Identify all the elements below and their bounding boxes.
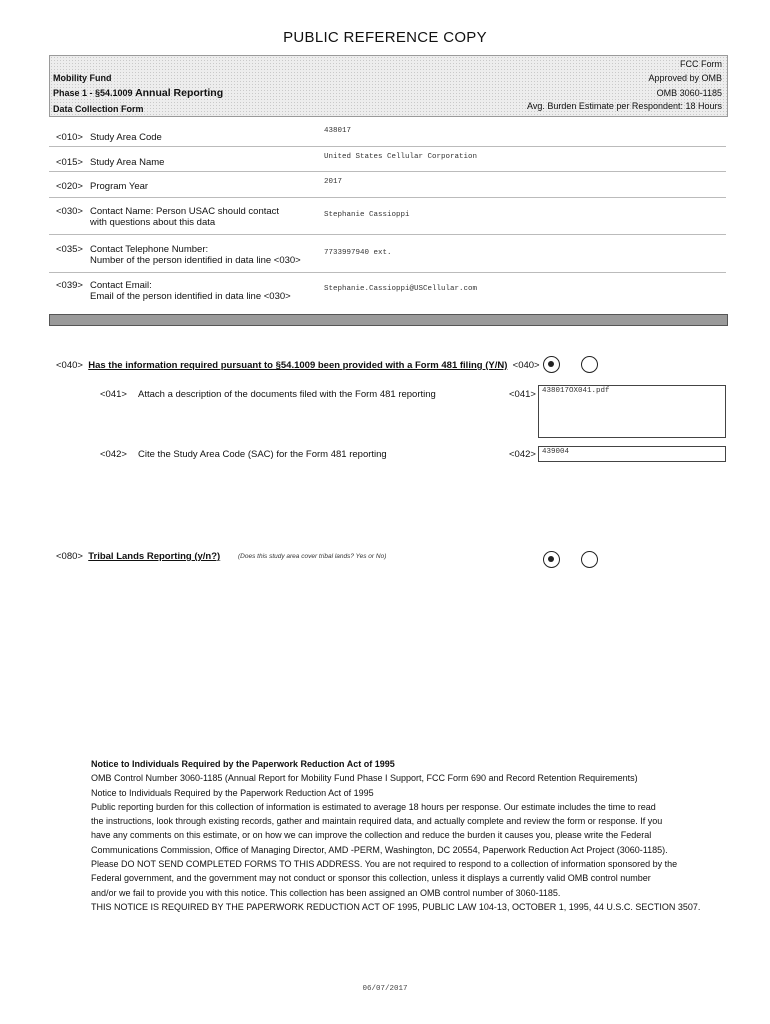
row-program-year: <020> Program Year: [56, 181, 149, 192]
q041-row: <041> Attach a description of the documents filed with the Form 481 reporting: [100, 389, 436, 400]
notice-line: Please DO NOT SEND COMPLETED FORMS TO THIS ADDRESS. You are not required to respond to a collection of information sponsored by the: [91, 859, 678, 870]
q040-no-radio[interactable]: [581, 356, 598, 373]
notice-line: THIS NOTICE IS REQUIRED BY THE PAPERWORK REDUCTION ACT OF 1995, PUBLIC LAW 104-13, OCTOBER 1, 1995, 44 U.S.C. SECTION 3507.: [91, 901, 701, 912]
notice-line: have any comments on this estimate, or on how we can improve the collection and reduce the burden it causes you, please write the Federal: [91, 830, 652, 841]
notice-line: Federal government, and the government may not conduct or sponsor this collection, unless it displays a currently valid OMB control number: [91, 873, 651, 884]
q040-yes-radio[interactable]: [543, 356, 560, 373]
q042-question: Cite the Study Area Code (SAC) for the Form 481 reporting: [138, 449, 387, 460]
footer-date: 06/07/2017: [362, 985, 408, 993]
form-header: [49, 55, 728, 117]
q080-question: Tribal Lands Reporting (y/n?): [88, 551, 221, 562]
burden-estimate: Avg. Burden Estimate per Respondent: 18 Hours: [527, 101, 722, 111]
fcc-form-label: FCC Form: [680, 59, 722, 69]
notice-line: and/or we fail to provide you with this notice. This collection has been assigned an OMB control number of 3060-1185.: [91, 887, 561, 898]
q040-row: <040> Has the information required pursuant to §54.1009 been provided with a Form 481 filing (Y/N) <040>: [56, 360, 540, 371]
notice-line: Notice to Individuals Required by the Paperwork Reduction Act of 1995: [91, 787, 374, 798]
notice-line: Public reporting burden for this collection of information is estimated to average 18 hours per response. Our estimate includes the time to read: [91, 801, 656, 812]
row-divider: [49, 146, 726, 147]
q080-no-radio[interactable]: [581, 551, 598, 568]
row-divider: [49, 272, 726, 273]
paperwork-notice: [91, 757, 731, 914]
notice-line: Communications Commission, Office of Managing Director, AMD -PERM, Washington, DC 20554, Paperwork Reduction Act Project (3060-1185).: [91, 844, 668, 855]
q042-code-right: <042>: [509, 449, 536, 460]
q041-question: Attach a description of the documents filed with the Form 481 reporting: [138, 389, 436, 400]
q080-row: <080> Tribal Lands Reporting (y/n?): [56, 551, 221, 562]
contact-email-value: Stephanie.Cassioppi@USCellular.com: [324, 285, 478, 293]
q042-row: <042> Cite the Study Area Code (SAC) for the Form 481 reporting: [100, 449, 387, 460]
form-subtitle: Data Collection Form: [53, 104, 144, 114]
q080-note: (Does this study area cover tribal lands? Yes or No): [238, 553, 387, 560]
program-year-value: 2017: [324, 178, 343, 186]
contact-phone-value: 7733997940 ext.: [324, 249, 392, 257]
notice-line: the instructions, look through existing records, gather and maintain required data, and actually complete and review the form or response. If you: [91, 816, 663, 827]
contact-name-value: Stephanie Cassioppi: [324, 211, 410, 219]
study-area-name-value: United States Cellular Corporation: [324, 153, 478, 161]
row-divider: [49, 197, 726, 198]
omb-approval: Approved by OMB: [648, 73, 722, 83]
row-study-area-code: <010> Study Area Code: [56, 132, 162, 143]
row-study-area-name: <015> Study Area Name: [56, 157, 165, 168]
section-divider-bar: [49, 314, 728, 326]
row-contact-name: <030> Contact Name: Person USAC should contact with questions about this data: [56, 206, 280, 228]
q041-attachment-field[interactable]: 438017OX041.pdf: [538, 385, 726, 438]
omb-number: OMB 3060-1185: [656, 88, 722, 98]
notice-line: OMB Control Number 3060-1185 (Annual Report for Mobility Fund Phase I Support, FCC Form 690 and Record Retention Requirements): [91, 773, 638, 784]
row-contact-email: <039> Contact Email: Email of the person identified in data line <030>: [56, 280, 291, 302]
phase-title: Annual Reporting: [135, 87, 224, 99]
page-title: PUBLIC REFERENCE COPY: [283, 29, 487, 46]
q080-yes-radio[interactable]: [543, 551, 560, 568]
study-area-code-value: 438017: [324, 127, 352, 135]
row-divider: [49, 171, 726, 172]
row-divider: [49, 234, 726, 235]
notice-title: Notice to Individuals Required by the Paperwork Reduction Act of 1995: [91, 759, 395, 769]
q042-sac-field[interactable]: 439004: [538, 446, 726, 462]
q040-question: Has the information required pursuant to §54.1009 been provided with a Form 481 filing (Y/N): [88, 360, 508, 371]
phase-prefix: Phase 1 - §54.1009: [53, 88, 136, 98]
q041-code-right: <041>: [509, 389, 536, 400]
row-contact-phone: <035> Contact Telephone Number: Number of the person identified in data line <030>: [56, 244, 301, 266]
program-name: Mobility Fund: [53, 73, 112, 83]
